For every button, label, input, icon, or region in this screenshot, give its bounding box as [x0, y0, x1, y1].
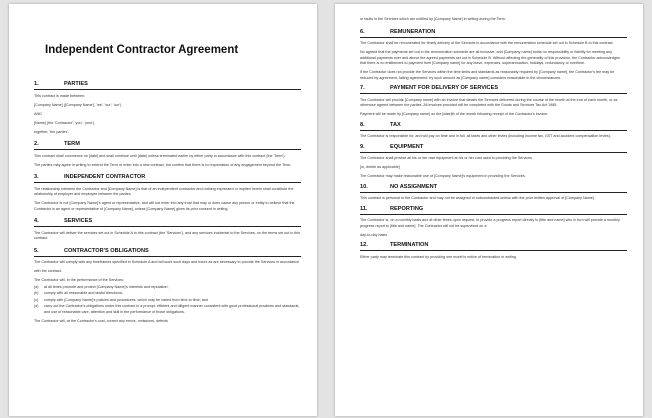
section-title: SERVICES: [64, 218, 93, 224]
section-heading: [360, 206, 627, 215]
section: [360, 29, 627, 82]
section-paragraph: The Contractor may make reasonable use of [Company Name]'s equipment in providing the Services.: [360, 174, 526, 178]
section-heading: [34, 174, 301, 183]
section: [360, 184, 627, 202]
section-title: TAX: [390, 121, 401, 128]
list-item: [34, 298, 301, 304]
section-number: 1.: [34, 81, 39, 87]
right-page-content: [360, 17, 627, 260]
section-number: 8.: [360, 121, 365, 128]
section-number: 5.: [34, 247, 39, 254]
list-item-text: carry out the Contractor's obligations under this contract in a prompt, efficient and diligent manner consistent with good professional practices and standards, and use of reasonable care, attention and skill in the performance of those obligations.: [44, 304, 300, 314]
section-paragraph: No agreed that the payments set out in the remuneration schedule are all inclusive, and [Company name] holds no responsibility or liability for meeting any additional payments over and above the agreed payments set out in Schedule B. Without affecting the generality of this provision, the Contractor acknowledges that there is no entitlement to payment from [Company name] for any leave, expenses, superannuation, holidays, redundancy or overtime.: [360, 50, 620, 65]
section-paragraph: Either party may terminate this contract by providing one month's notice of termination in writing.: [360, 254, 517, 259]
list-item-text: at all times promote and protect [Company Name]'s interests and reputation;: [44, 284, 169, 289]
section-number: 12.: [360, 242, 368, 248]
list-item-text: comply with [Company Name]'s policies and procedures, which may be varied from time to time; and: [44, 297, 208, 302]
section-title: TERMINATION: [390, 242, 429, 248]
section-number: 9.: [360, 143, 365, 150]
section-heading: [360, 184, 627, 193]
section-heading: [34, 248, 301, 257]
section-paragraph: The Contractor will, at the Contractor's cost, correct any errors, omissions, defects: [34, 318, 168, 323]
section-paragraph: The Contractor will provide [Company name] with an invoice that details the Services delivered during the course of the month at the end of each month, or as otherwise agreed between the parties. All invoices provided will be completed with the Goods and Services Tax Act 1985.: [360, 97, 618, 107]
section-heading: [360, 242, 627, 251]
section-paragraph: Payment will be made by [Company name] on the [date]th of the month following receipt of the Contractor's invoice.: [360, 112, 549, 116]
section-paragraph: The Contractor is not [Company Name]'s agent or representative, and will not enter into any trust that may or does cause any person or entity to believe that the Contractor is an agent or representative of [Company Name], unless [Company Name] gives its prior consent in writing.: [34, 201, 295, 211]
section-paragraph: The Contractor is responsible for, and will pay on time and in full, all taxes and other levies (including income tax, GST and accident compensation levies).: [360, 134, 612, 138]
section-paragraph: The Contractor shall provide all his or her own equipment at his or her cost used in providing the Services: [360, 156, 532, 160]
section-paragraph: This contract shall commence on [date] and shall continue until [date] unless terminated earlier by either party in accordance with this contract (the 'Term').: [34, 153, 286, 158]
list-item: [34, 304, 301, 315]
section-number: 6.: [360, 28, 365, 35]
list-item-letter: (c): [34, 297, 39, 302]
section-number: 7.: [360, 85, 365, 91]
section-title: PAYMENT FOR DELIVERY OF SERVICES: [390, 85, 499, 91]
list-item-letter: (a): [34, 284, 39, 289]
section-paragraph: The Contractor will, in the performance of the Services:: [34, 278, 124, 282]
document-title: Independent Contractor Agreement: [45, 44, 239, 56]
section: [360, 206, 627, 239]
section: [34, 248, 301, 325]
section-number: 4.: [34, 218, 39, 224]
section-paragraph: AND: [34, 111, 42, 116]
section-paragraph: The Contractor will deliver the services set out in Schedule A to this contract (the 'Services'), and any services incidental to the Services, on the terms set out in this contract.: [34, 230, 301, 240]
list-item-letter: (b): [34, 291, 39, 295]
section-heading: [34, 141, 301, 150]
section-heading: [360, 29, 627, 38]
section-number: 3.: [34, 174, 39, 180]
section: [34, 141, 301, 168]
section-paragraph: [Company Name] ([Company Name]', 'we', 'our', 'our'): [34, 102, 122, 107]
list-item-letter: (d): [34, 304, 39, 308]
section-paragraph: The Contractor will comply with any timeframes specified in Schedule A and will work such days and hours as are necessary to provide the Services in accordance: [34, 260, 300, 264]
section-title: EQUIPMENT: [390, 143, 424, 150]
section-heading: [360, 85, 627, 94]
document-page-right: [335, 4, 643, 416]
section-paragraph: with the contract.: [34, 269, 62, 273]
section-title: PARTIES: [64, 81, 88, 87]
section: [360, 122, 627, 140]
section-number: 10.: [360, 183, 368, 190]
list-item: [34, 291, 301, 297]
section-title: INDEPENDENT CONTRACTOR: [64, 174, 146, 180]
section-paragraph: The Contractor shall be remunerated for timely delivery of the Services in accordance with the remuneration schedule set out in Schedule B to this contract.: [360, 41, 614, 45]
section-heading: [360, 122, 627, 131]
section-heading: [34, 81, 301, 90]
list-item-text: comply with all reasonable and lawful directions;: [44, 291, 123, 295]
section: [34, 174, 301, 212]
section-paragraph: If the Contractor does not provide the Services within the time limits and standards as reasonably required by [Company name], the Contractor's fee may be reduced by agreement, failing agreement, by such amount as [Company name] considers reasonable in the circumstances.: [360, 70, 615, 80]
section-paragraph: together, 'the parties'.: [34, 129, 70, 134]
section: [360, 144, 627, 180]
list-item: [34, 285, 301, 291]
section: [34, 218, 301, 242]
section-heading: [360, 144, 627, 153]
document-page-left: [9, 4, 317, 416]
left-page-content: [34, 75, 301, 324]
section: [360, 242, 627, 260]
section: [34, 81, 301, 135]
section-paragraph: The parties may agree in writing to extend the Term or enter into a new contract, but confirm that there is no expectation of any engagement beyond the Term.: [34, 162, 292, 167]
section-title: NO ASSIGNMENT: [390, 183, 438, 190]
section-paragraph: This contract is personal to the Contractor and may not be assigned or subcontracted unless with the prior written approval of [Company Name].: [360, 196, 595, 200]
section-number: 11.: [360, 205, 368, 212]
section-title: CONTRACTOR'S OBLIGATIONS: [64, 247, 149, 254]
section-paragraph: The relationship between the Contractor and [Company Name] is that of an independent contractor and nothing expressed or implied herein shall constitute the relationship of employer and employee between the parties.: [34, 186, 294, 196]
section-number: 2.: [34, 141, 39, 147]
section-title: REMUNERATION: [390, 28, 436, 35]
section-paragraph: [Name] (the 'Contractor', 'you', 'your'),: [34, 120, 96, 125]
section-paragraph: [or, delete as applicable]: [360, 165, 400, 169]
section-paragraph: day-to-day basis.: [360, 232, 389, 237]
section-title: REPORTING: [390, 205, 424, 212]
section-title: TERM: [64, 141, 80, 147]
section-paragraph: This contract is made between:: [34, 93, 86, 98]
section-paragraph: The Contractor is, on a monthly basis and at other times upon request, to provide a progress report directly to [title and name] who in turn will provide a monthly progress report to [title and name]. The Contractor will not be supervised on a: [360, 218, 620, 228]
continued-paragraph: or faults in the Services which are notified by [Company Name] in writing during the Term.: [360, 17, 506, 21]
section: [360, 85, 627, 118]
section-heading: [34, 218, 301, 227]
